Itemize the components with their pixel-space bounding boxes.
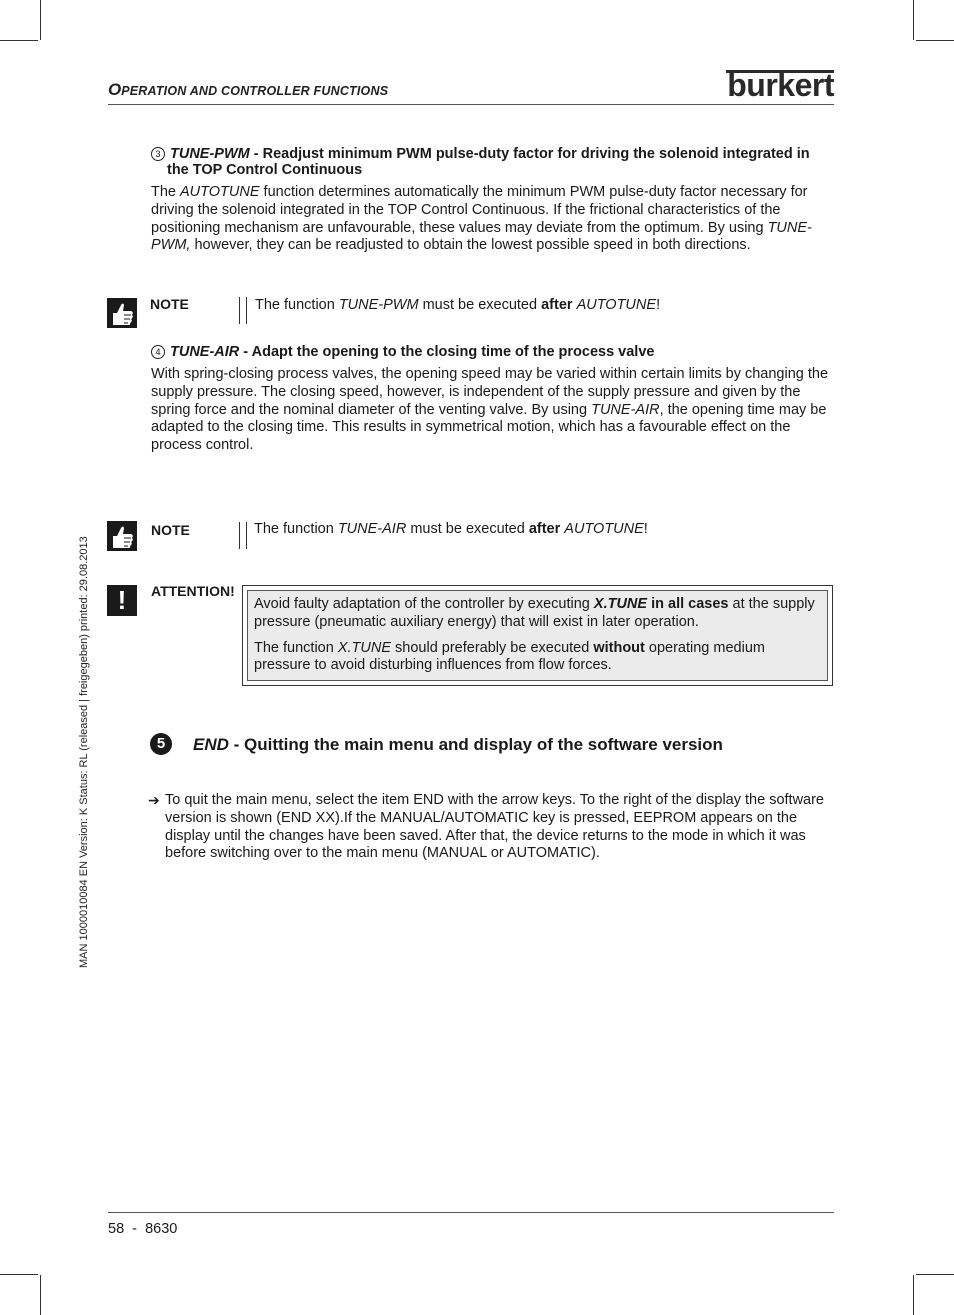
thumb-up-hand-icon (107, 298, 137, 328)
section-tune-air-text: With spring-closing process valves, the opening speed may be varied within certain limits by changing the supply pressure. The closing speed, however, is independent of the supply pressure and given by the spring force and the nominal diameter of the venting valve. By using TUNE-AIR, the opening time may be adapted to the closing time. This results in symmetrical motion, which has a favourable effect on the process control. (151, 366, 829, 454)
page-number: 58 - 8630 (108, 1221, 178, 1237)
attention-box (242, 585, 833, 686)
note-label: NOTE (151, 522, 190, 538)
section-number-badge: 5 (150, 733, 172, 755)
crop-mark (0, 1274, 38, 1275)
crop-mark (0, 40, 38, 41)
section-number: 4 (151, 345, 165, 359)
section-tune-pwm-heading: 3 TUNE-PWM - Readjust minimum PWM pulse-duty factor for driving the solenoid integrated in the TOP Control Continuous (151, 146, 841, 178)
exclamation-icon: ! (107, 585, 137, 616)
crop-mark (40, 1275, 41, 1315)
section-tune-air-heading: 4 TUNE-AIR - Adapt the opening to the closing time of the process valve (151, 344, 841, 360)
note-label: NOTE (150, 296, 189, 312)
document-meta-side-text: MAN 1000010084 EN Version: K Status: RL (released | freigegeben) printed: 29.08.2013 (78, 536, 90, 968)
crop-mark (916, 40, 954, 41)
crop-mark (40, 0, 41, 40)
note-text: The function TUNE-PWM must be executed after AUTOTUNE! (255, 297, 661, 313)
crop-mark (913, 0, 914, 40)
footer-rule (108, 1212, 834, 1213)
note-text: The function TUNE-AIR must be executed after AUTOTUNE! (254, 521, 648, 537)
note-separator (239, 297, 247, 324)
arrow-right-icon: ➔ (148, 792, 160, 808)
attention-box-content (247, 590, 828, 681)
crop-mark (913, 1275, 914, 1315)
attention-text: Avoid faulty adaptation of the controller by executing X.TUNE in all cases at the supply pressure (pneumatic auxiliary energy) that will exist in later operation. (254, 596, 815, 630)
attention-label: ATTENTION! (151, 583, 235, 599)
section-end-text: To quit the main menu, select the item END with the arrow keys. To the right of the display the software version is shown (END XX).If the MANUAL/AUTOMATIC key is pressed, EEPROM appears on the display until the changes have been saved. After that, the device returns to the mode in which it was before switching over to the main menu (MANUAL or AUTOMATIC). (165, 792, 824, 862)
brand-logo: burkert (727, 67, 834, 103)
section-number: 3 (151, 147, 165, 161)
section-end-heading: END - Quitting the main menu and display of the software version (193, 735, 723, 754)
header-title: OPERATION AND CONTROLLER FUNCTIONS (108, 80, 389, 99)
thumb-up-hand-icon (107, 521, 137, 551)
crop-mark (916, 1274, 954, 1275)
section-tune-pwm-text: The AUTOTUNE function determines automatically the minimum PWM pulse-duty factor necessary for driving the solenoid integrated in the TOP Control Continuous. If the frictional characteristics of the positioning mechanism are unfavourable, these values may deviate from the optimum. By using TUNE-PWM, however, they can be readjusted to obtain the lowest possible speed in both directions. (151, 184, 812, 254)
attention-text: The function X.TUNE should preferably be executed without operating medium pressure to avoid disturbing influences from flow forces. (254, 639, 765, 674)
note-separator (239, 522, 247, 549)
header-rule (108, 104, 834, 105)
